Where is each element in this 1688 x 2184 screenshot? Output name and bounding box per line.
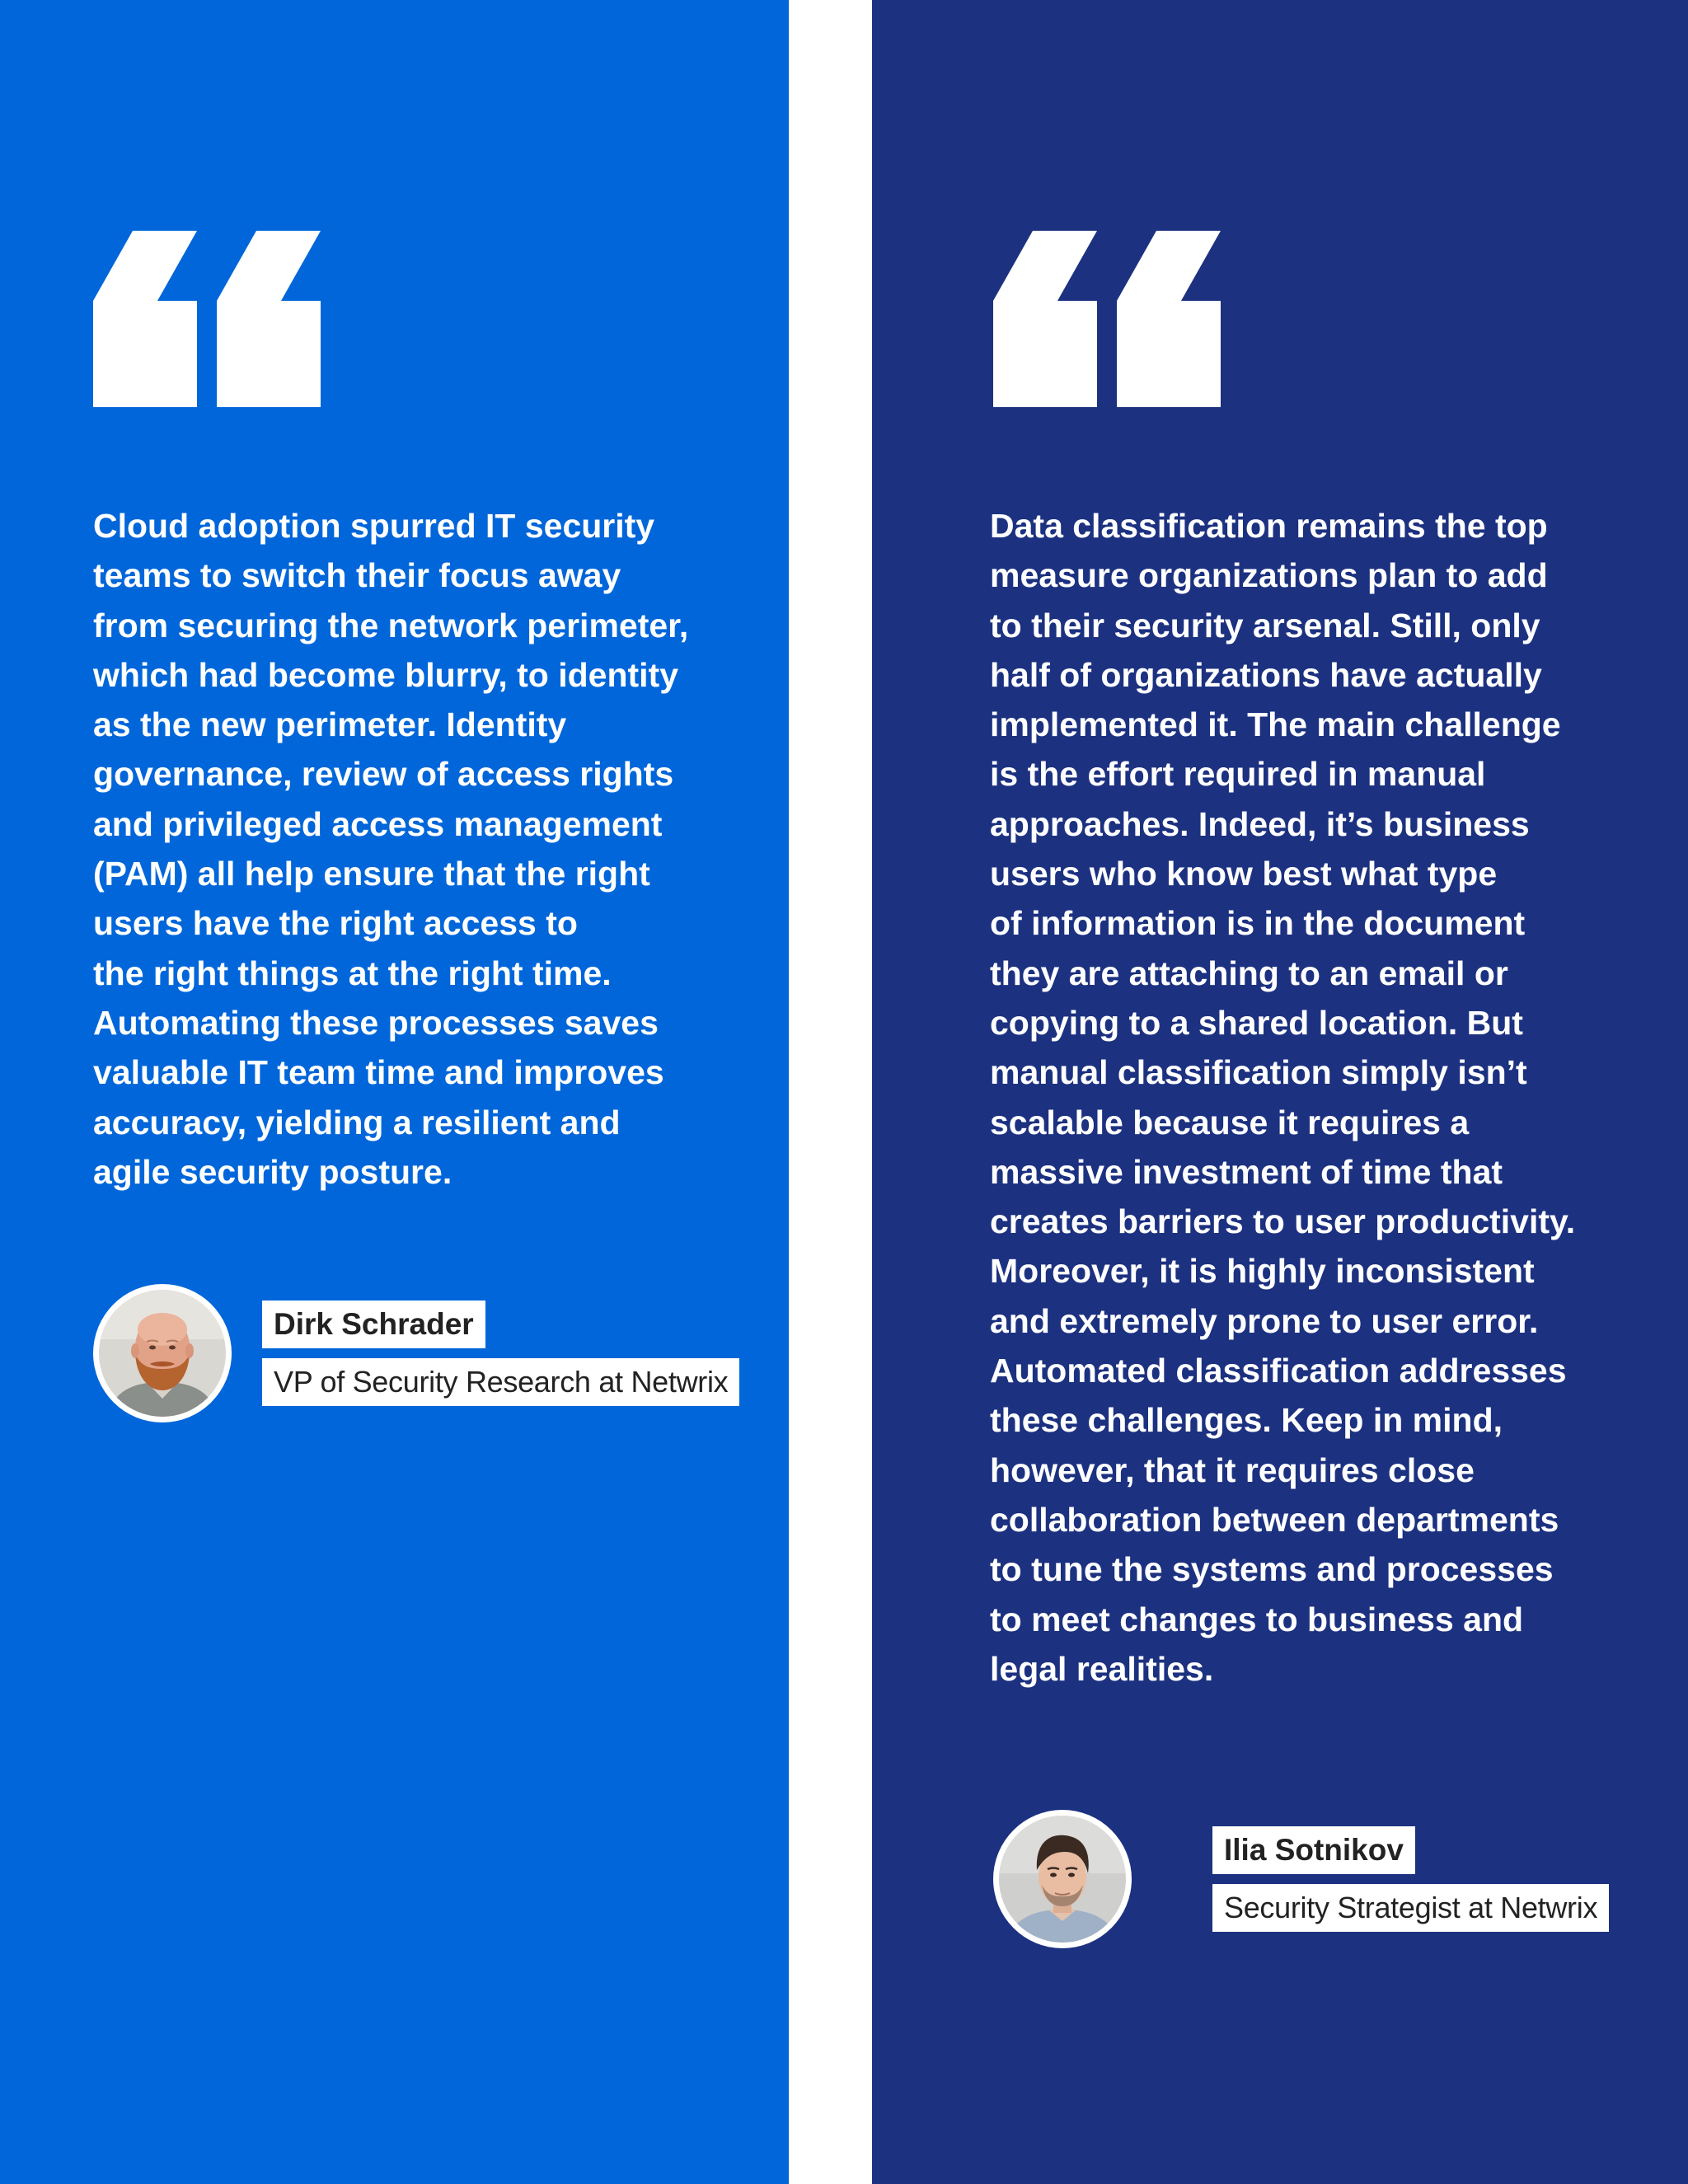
quote-line: to meet changes to business and — [990, 1600, 1524, 1638]
quote-line: collaboration between departments — [990, 1500, 1559, 1539]
quote-line: Automating these processes saves — [93, 1003, 659, 1042]
quote-line: however, that it requires close — [990, 1451, 1475, 1489]
quote-line: users have the right access to — [93, 904, 578, 943]
portrait-bald-bearded-man — [99, 1290, 226, 1417]
author-role: VP of Security Research at Netwrix — [262, 1358, 739, 1406]
quote-line: creates barriers to user productivity. — [990, 1202, 1576, 1241]
quote-line: Data classification remains the top — [990, 507, 1548, 545]
quote-line: as the new perimeter. Identity — [93, 705, 567, 744]
quote-line: governance, review of access rights — [93, 755, 674, 794]
quote-line: from securing the network perimeter, — [93, 606, 689, 644]
quote-line: massive investment of time that — [990, 1152, 1503, 1191]
quote-text — [93, 501, 720, 1197]
quote-line: implemented it. The main challenge — [990, 705, 1561, 744]
quote-line: half of organizations have actually — [990, 655, 1542, 694]
quote-line: scalable because it requires a — [990, 1103, 1470, 1141]
quote-text — [990, 501, 1649, 1694]
quote-line: is the effort required in manual — [990, 755, 1486, 794]
quotation-mark-icon — [993, 231, 1221, 407]
quote-line: legal realities. — [990, 1649, 1214, 1688]
quote-line: Automated classification addresses — [990, 1352, 1567, 1390]
quote-line: they are attaching to an email or — [990, 954, 1508, 992]
author-name: Dirk Schrader — [262, 1301, 485, 1348]
quote-line: approaches. Indeed, it’s business — [990, 804, 1530, 843]
quote-line: and extremely prone to user error. — [990, 1301, 1539, 1340]
quote-line: to tune the systems and processes — [990, 1550, 1554, 1589]
quote-line: measure organizations plan to add — [990, 556, 1548, 595]
quote-panel-right — [872, 0, 1688, 2184]
quote-line: manual classification simply isn’t — [990, 1053, 1527, 1092]
author-role: Security Strategist at Netwrix — [1212, 1884, 1609, 1932]
quote-line: and privileged access management — [93, 804, 663, 843]
quote-line: Cloud adoption spurred IT security — [93, 507, 655, 545]
author-avatar — [93, 1284, 232, 1422]
quote-line: of information is in the document — [990, 904, 1526, 943]
quote-line: which had become blurry, to identity — [93, 655, 678, 694]
author-name: Ilia Sotnikov — [1212, 1826, 1415, 1874]
author-avatar — [993, 1810, 1132, 1948]
quote-panel-left — [0, 0, 789, 2184]
quote-line: users who know best what type — [990, 855, 1498, 893]
quote-line: agile security posture. — [93, 1152, 452, 1191]
quote-line: Moreover, it is highly inconsistent — [990, 1252, 1535, 1291]
quote-line: to their security arsenal. Still, only — [990, 606, 1540, 644]
quote-line: the right things at the right time. — [93, 954, 612, 992]
quotation-mark-icon — [93, 231, 321, 407]
quote-line: copying to a shared location. But — [990, 1003, 1523, 1042]
quote-line: these challenges. Keep in mind, — [990, 1401, 1503, 1440]
quote-line: valuable IT team time and improves — [93, 1053, 664, 1092]
quote-line: (PAM) all help ensure that the right — [93, 855, 650, 893]
quote-line: accuracy, yielding a resilient and — [93, 1103, 621, 1141]
portrait-dark-haired-man — [999, 1816, 1126, 1943]
quote-line: teams to switch their focus away — [93, 556, 621, 595]
